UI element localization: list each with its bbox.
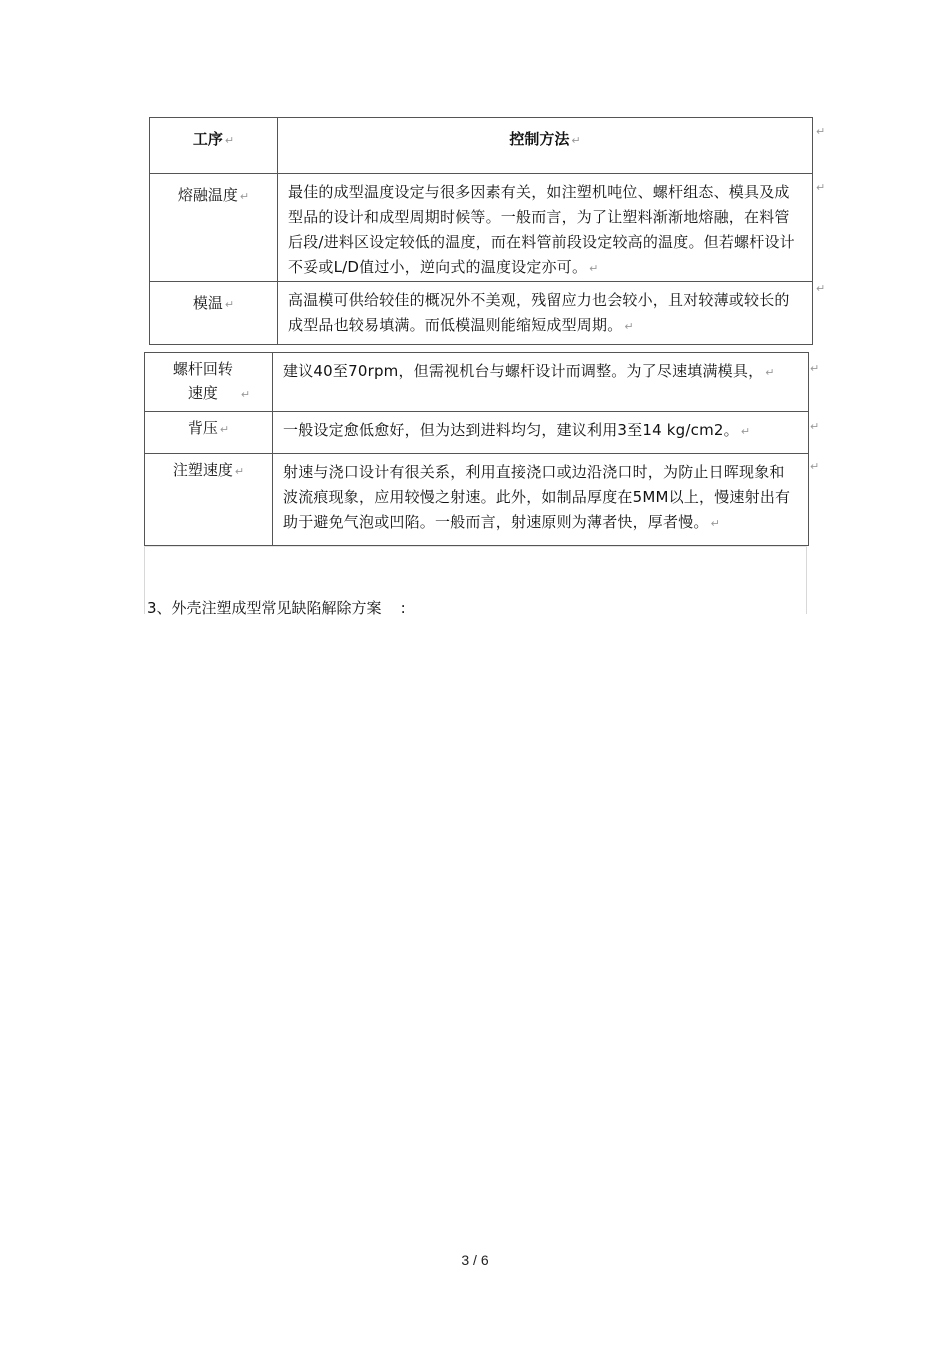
header-process: 工序 — [192, 130, 223, 148]
table-row — [145, 353, 809, 412]
row-desc-screw-speed: 建议40至70rpm，但需视机台与螺杆设计而调整。为了尽速填满模具， — [283, 362, 764, 380]
table-row — [150, 282, 813, 345]
process-control-table-continued — [144, 352, 809, 546]
paragraph-mark: ↵ — [224, 298, 235, 311]
paragraph-mark: ↵ — [589, 262, 599, 275]
header-method: 控制方法 — [509, 130, 570, 148]
table-row — [145, 412, 809, 454]
header-cell-process — [150, 118, 278, 174]
row-desc-melt-temp: 最佳的成型温度设定与很多因素有关，如注塑机吨位、螺杆组态、模具及成型品的设计和成型周期时候等。一般而言，为了让塑料渐渐地熔融，在料管后段/进料区设定较低的温度，而在料管前段设定较高的温度。但若螺杆设计不妥或L/D值过小，逆向式的温度设定亦可。 — [288, 183, 795, 276]
page-number: 3 / 6 — [461, 1252, 489, 1268]
row-desc-cell — [273, 412, 809, 454]
paragraph-mark: ↵ — [571, 134, 581, 147]
row-name-back-pressure: 背压 — [187, 419, 218, 437]
paragraph-mark: ↵ — [765, 366, 775, 379]
image-edge-left — [144, 546, 145, 614]
paragraph-mark: ↵ — [740, 425, 751, 438]
row-desc-injection-speed: 射速与浇口设计有很关系，利用直接浇口或边沿浇口时，为防止日晖现象和波流痕现象，应用较慢之射速。此外，如制品厚度在5MM以上，慢速射出有助于避免气泡或凹陷。一般而言，射速原则为薄者快，厚者慢。 — [283, 463, 791, 531]
paragraph-mark: ↵ — [816, 282, 826, 295]
row-desc-back-pressure: 一般设定愈低愈好，但为达到进料均匀，建议利用3至14 kg/cm2。 — [283, 421, 739, 439]
paragraph-mark: ↵ — [240, 388, 251, 401]
paragraph-mark: ↵ — [234, 465, 245, 478]
table-row — [145, 454, 809, 546]
row-name-cell — [145, 412, 273, 454]
row-name-mold-temp: 模温 — [192, 294, 223, 312]
row-desc-cell — [273, 454, 809, 546]
row-name-cell — [150, 174, 278, 282]
row-name-injection-speed: 注塑速度 — [172, 461, 233, 479]
row-name-cell — [145, 353, 273, 412]
row-name-cell — [145, 454, 273, 546]
row-desc-mold-temp: 高温模可供给较佳的概况外不美观，残留应力也会较小，且对较薄或较长的成型品也较易填满。而低模温则能缩短成型周期。 — [288, 291, 790, 334]
paragraph-mark: ↵ — [810, 460, 820, 473]
table-row — [150, 174, 813, 282]
image-edge-right — [806, 546, 807, 614]
paragraph-mark: ↵ — [810, 420, 820, 433]
paragraph-mark: ↵ — [224, 134, 235, 147]
paragraph-mark: ↵ — [810, 362, 820, 375]
paragraph-mark: ↵ — [219, 423, 230, 436]
row-name-screw-speed: 螺杆回转速度 — [172, 360, 233, 402]
image-edge-bottom — [144, 546, 807, 547]
paragraph-mark: ↵ — [239, 190, 250, 203]
paragraph-mark: ↵ — [624, 320, 634, 333]
paragraph-mark: ↵ — [816, 125, 826, 138]
row-desc-cell — [278, 174, 813, 282]
paragraph-mark: ↵ — [816, 181, 826, 194]
row-name-melt-temp: 熔融温度 — [177, 186, 238, 204]
section-heading: 3、外壳注塑成型常见缺陷解除方案 : — [147, 599, 406, 617]
process-control-table — [149, 117, 813, 345]
row-desc-cell — [273, 353, 809, 412]
paragraph-mark: ↵ — [710, 517, 720, 530]
header-cell-method — [278, 118, 813, 174]
row-desc-cell — [278, 282, 813, 345]
table-header-row — [150, 118, 813, 174]
row-name-cell — [150, 282, 278, 345]
